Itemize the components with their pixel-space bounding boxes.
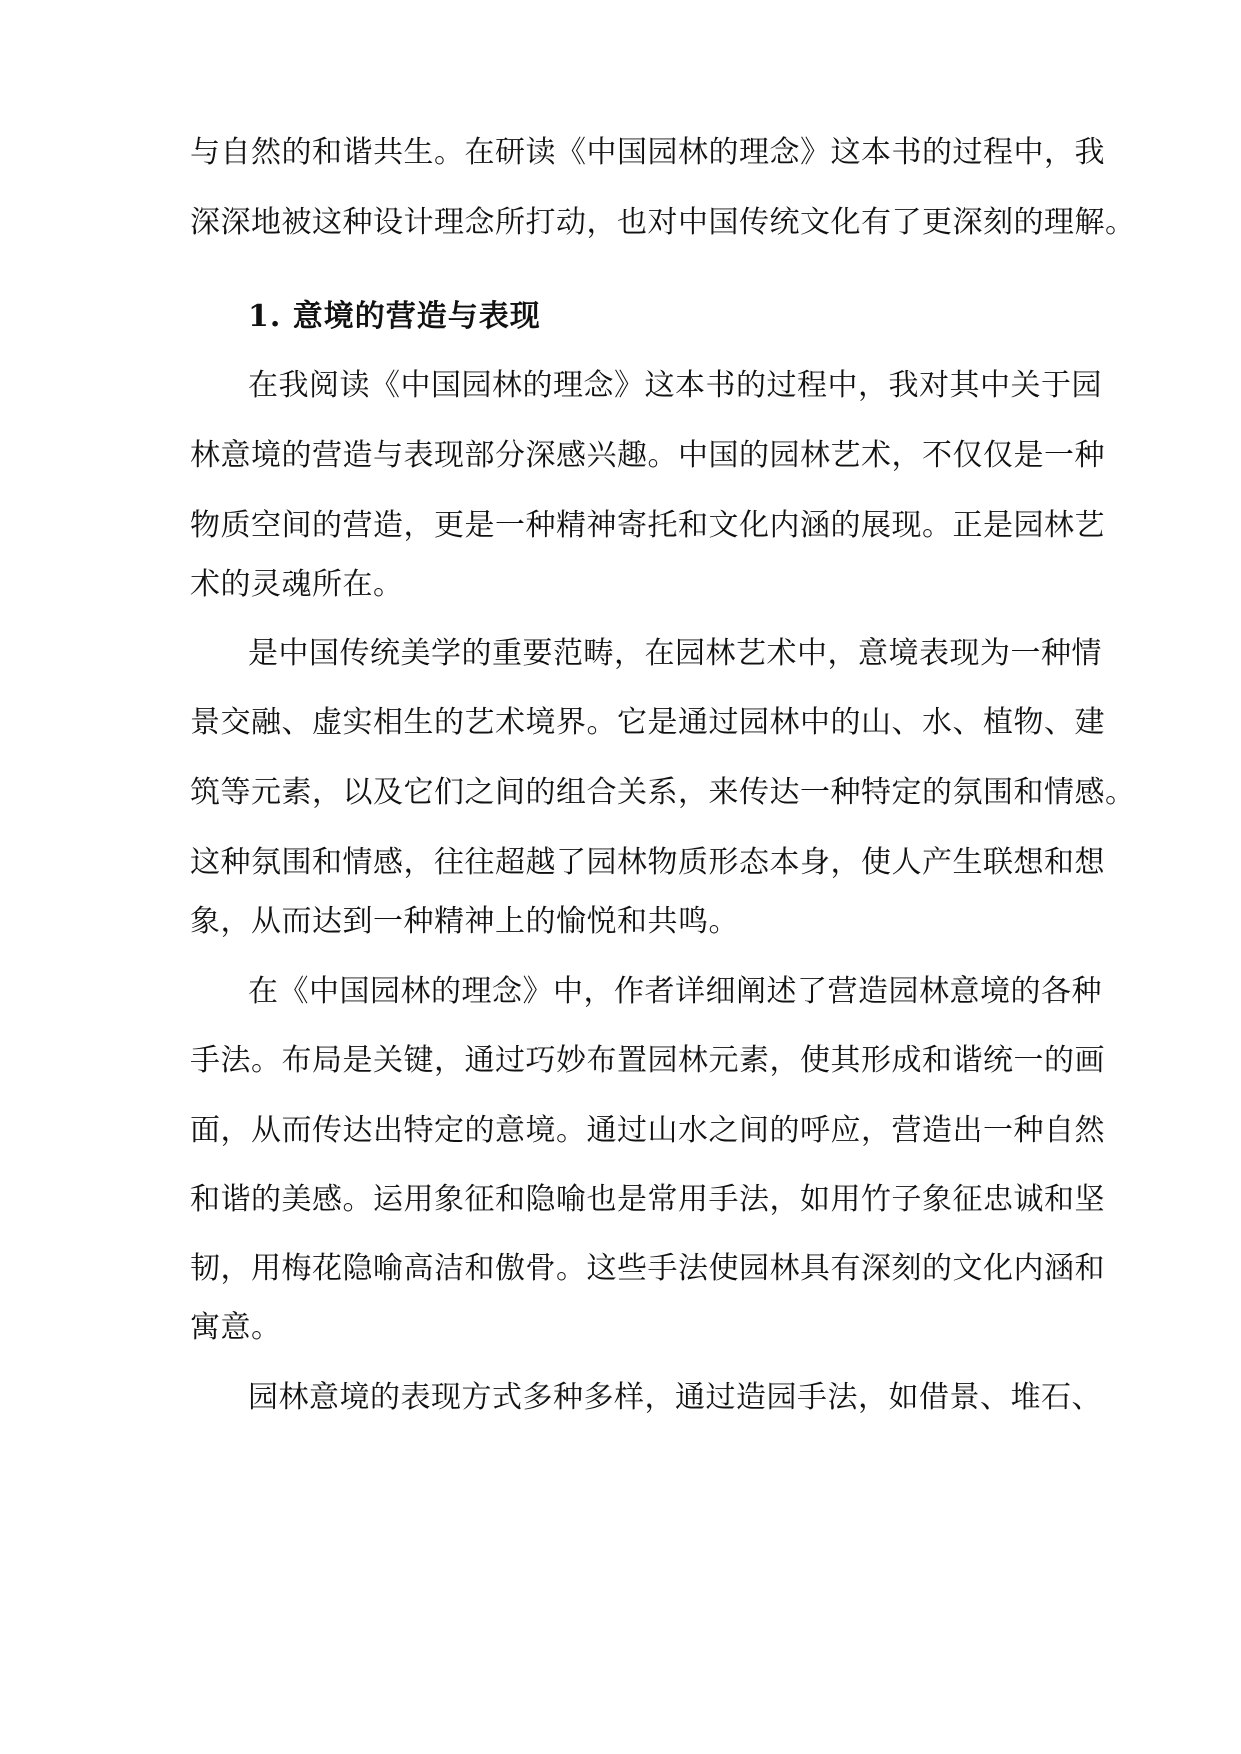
paragraph-2-line-5: 象，从而达到一种精神上的愉悦和共鸣。 (190, 904, 739, 939)
paragraph-3-line-6: 寓意。 (190, 1310, 282, 1345)
paragraph-3-line-4: 和谐的美感。运用象征和隐喻也是常用手法，如用竹子象征忠诚和坚 (190, 1182, 1105, 1217)
intro-line-2: 深深地被这种设计理念所打动，也对中国传统文化有了更深刻的理解。 (190, 205, 1136, 240)
section-heading: 1. 意境的营造与表现 (248, 299, 541, 334)
paragraph-3-line-1: 在《中国园林的理念》中，作者详细阐述了营造园林意境的各种 (248, 974, 1102, 1009)
paragraph-1-line-3: 物质空间的营造，更是一种精神寄托和文化内涵的展现。正是园林艺 (190, 508, 1105, 543)
intro-line-1: 与自然的和谐共生。在研读《中国园林的理念》这本书的过程中，我 (190, 135, 1105, 170)
paragraph-3-line-3: 面，从而传达出特定的意境。通过山水之间的呼应，营造出一种自然 (190, 1113, 1105, 1148)
paragraph-2-line-1: 是中国传统美学的重要范畴，在园林艺术中，意境表现为一种情 (248, 636, 1102, 671)
paragraph-3-line-2: 手法。布局是关键，通过巧妙布置园林元素，使其形成和谐统一的画 (190, 1043, 1105, 1078)
paragraph-4-line-1: 园林意境的表现方式多种多样，通过造园手法，如借景、堆石、 (248, 1380, 1102, 1415)
paragraph-3-line-5: 韧，用梅花隐喻高洁和傲骨。这些手法使园林具有深刻的文化内涵和 (190, 1251, 1105, 1286)
paragraph-2-line-4: 这种氛围和情感，往往超越了园林物质形态本身，使人产生联想和想 (190, 845, 1105, 880)
paragraph-2-line-2: 景交融、虚实相生的艺术境界。它是通过园林中的山、水、植物、建 (190, 705, 1105, 740)
paragraph-1-line-4: 术的灵魂所在。 (190, 567, 404, 602)
paragraph-1-line-2: 林意境的营造与表现部分深感兴趣。中国的园林艺术，不仅仅是一种 (190, 438, 1105, 473)
paragraph-1-line-1: 在我阅读《中国园林的理念》这本书的过程中，我对其中关于园 (248, 368, 1102, 403)
paragraph-2-line-3: 筑等元素，以及它们之间的组合关系，来传达一种特定的氛围和情感。 (190, 775, 1136, 810)
